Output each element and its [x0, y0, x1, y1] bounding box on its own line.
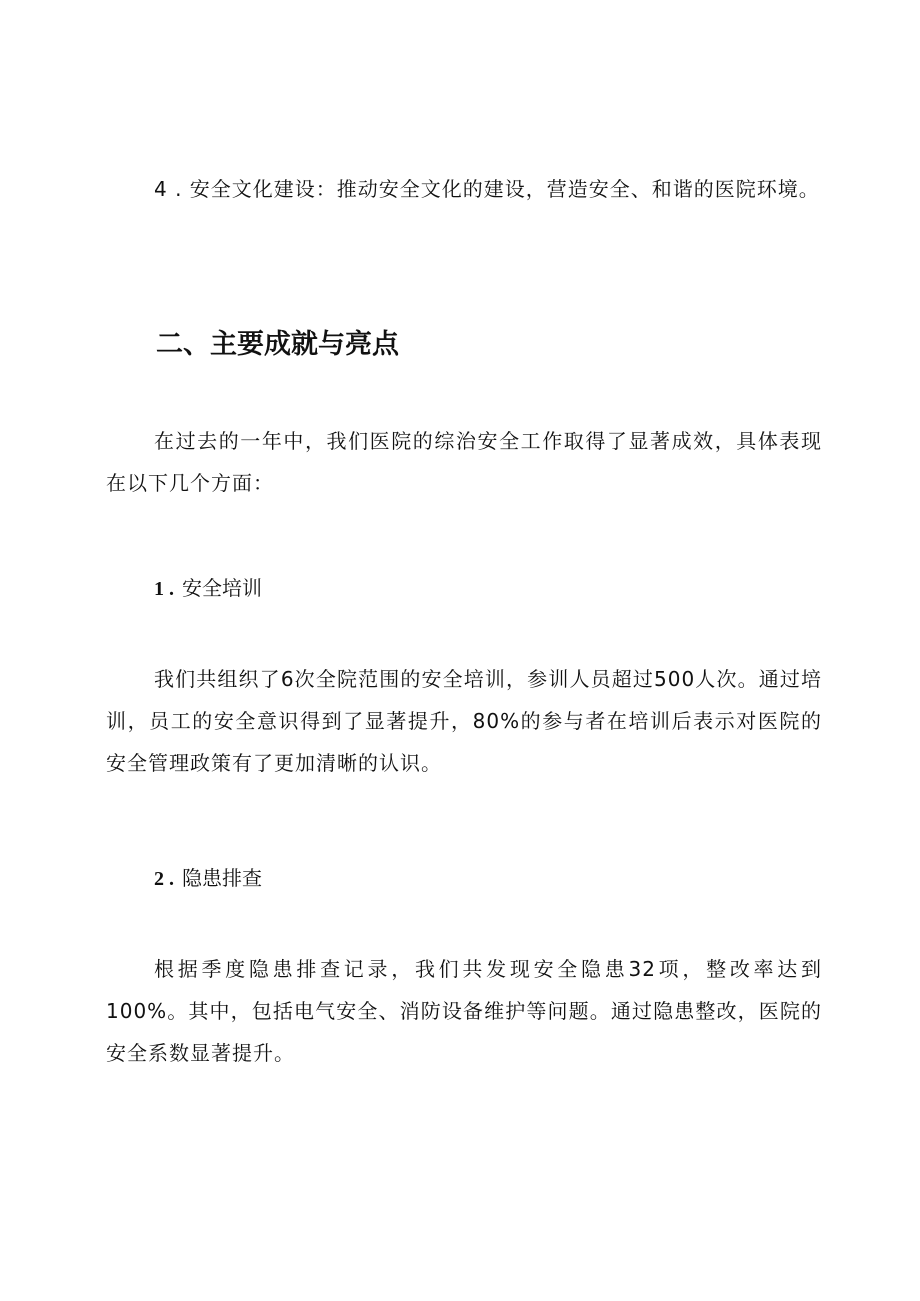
- paragraph-intro: 在过去的一年中，我们医院的综治安全工作取得了显著成效，具体表现在以下几个方面：: [106, 429, 822, 495]
- item-number: 2 .: [154, 868, 174, 890]
- item-title-training: [154, 572, 262, 605]
- item-label: 安全培训: [182, 576, 262, 600]
- item-number: 1 .: [154, 578, 174, 600]
- section-heading: 二、主要成就与亮点: [156, 329, 399, 360]
- item-title-hazard-check: [154, 862, 262, 895]
- paragraph-safety-culture: 4 . 安全文化建设：推动安全文化的建设，营造安全、和谐的医院环境。: [154, 177, 820, 201]
- item-label: 隐患排查: [182, 866, 262, 890]
- paragraph-training: 我们共组织了6次全院范围的安全培训，参训人员超过500人次。通过培训，员工的安全意识得到了显著提升，80%的参与者在培训后表示对医院的安全管理政策有了更加清晰的认识。: [106, 667, 822, 775]
- paragraph-hazard-check: 根据季度隐患排查记录，我们共发现安全隐患32项，整改率达到100%。其中，包括电气安全、消防设备维护等问题。通过隐患整改，医院的安全系数显著提升。: [106, 957, 822, 1065]
